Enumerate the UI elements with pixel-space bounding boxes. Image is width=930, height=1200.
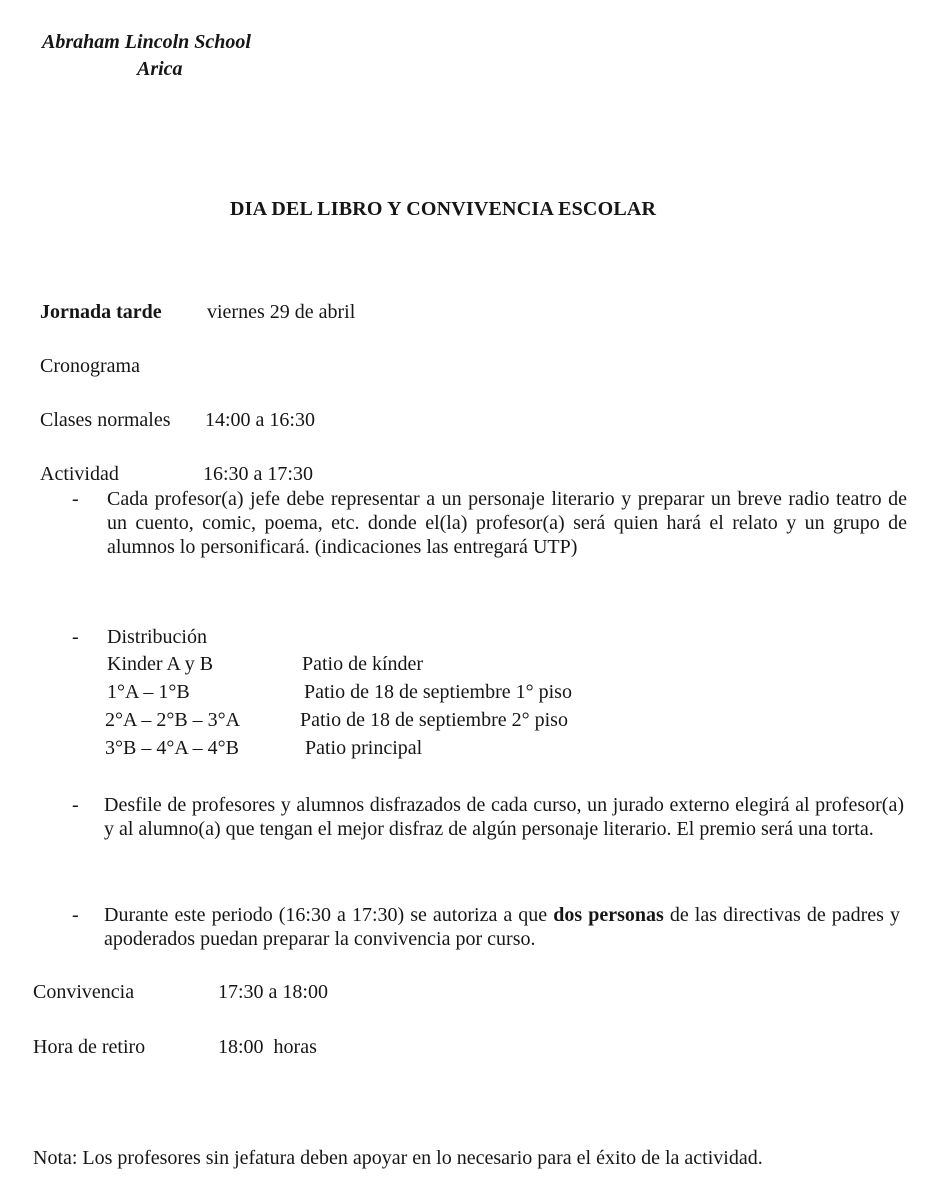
bullet-dash: - bbox=[72, 488, 79, 510]
convivencia-time: 17:30 a 18:00 bbox=[218, 981, 328, 1003]
retiro-label: Hora de retiro bbox=[33, 1036, 146, 1058]
item4-text-bold: dos personas bbox=[553, 904, 664, 926]
jornada-date: viernes 29 de abril bbox=[207, 301, 356, 323]
actividad-time: 16:30 a 17:30 bbox=[203, 463, 313, 485]
distribucion-course: 2°A – 2°B – 3°A bbox=[105, 709, 241, 731]
actividad-item-desfile: Desfile de profesores y alumnos disfrazados de cada curso, un jurado externo elegirá al profesor(a) y al alumno(a) que tengan el mejor disfraz de algún personaje literario. El premio será una torta. bbox=[104, 794, 904, 840]
jornada-label: Jornada tarde bbox=[40, 301, 162, 323]
bullet-dash: - bbox=[72, 626, 79, 648]
item4-text-after: de las directivas de padres y apoderados puedan preparar la convivencia por curso. bbox=[104, 904, 900, 950]
item4-text-before: Durante este periodo (16:30 a 17:30) se autoriza a que bbox=[104, 904, 554, 926]
retiro-time: 18:00 horas bbox=[218, 1036, 317, 1058]
actividad-item-radio-teatro: Cada profesor(a) jefe debe representar a un personaje literario y preparar un breve radio teatro de un cuento, comic, poema, etc. donde el(la) profesor(a) será quien hará el relato y un grupo de alumnos lo personificará. (indicaciones las entregará UTP) bbox=[107, 488, 907, 558]
clases-time: 14:00 a 16:30 bbox=[205, 409, 315, 431]
distribucion-place: Patio de kínder bbox=[302, 653, 424, 675]
school-city: Arica bbox=[137, 58, 183, 80]
distribucion-course: 3°B – 4°A – 4°B bbox=[105, 737, 240, 759]
school-name: Abraham Lincoln School bbox=[42, 31, 251, 53]
bullet-dash: - bbox=[72, 794, 79, 816]
clases-label: Clases normales bbox=[40, 409, 171, 431]
cronograma-label: Cronograma bbox=[40, 355, 140, 377]
nota-text: Nota: Los profesores sin jefatura deben apoyar en lo necesario para el éxito de la actividad. bbox=[33, 1147, 763, 1169]
document-title: DIA DEL LIBRO Y CONVIVENCIA ESCOLAR bbox=[230, 198, 657, 220]
distribucion-place: Patio de 18 de septiembre 2° piso bbox=[300, 709, 568, 731]
actividad-label: Actividad bbox=[40, 463, 119, 485]
actividad-item-convivencia-prep bbox=[104, 903, 900, 951]
distribucion-course: 1°A – 1°B bbox=[107, 681, 190, 703]
distribucion-label: Distribución bbox=[107, 626, 207, 648]
convivencia-label: Convivencia bbox=[33, 981, 135, 1003]
distribucion-place: Patio principal bbox=[305, 737, 423, 759]
bullet-dash: - bbox=[72, 904, 79, 926]
distribucion-course: Kinder A y B bbox=[107, 653, 214, 675]
distribucion-place: Patio de 18 de septiembre 1° piso bbox=[304, 681, 572, 703]
